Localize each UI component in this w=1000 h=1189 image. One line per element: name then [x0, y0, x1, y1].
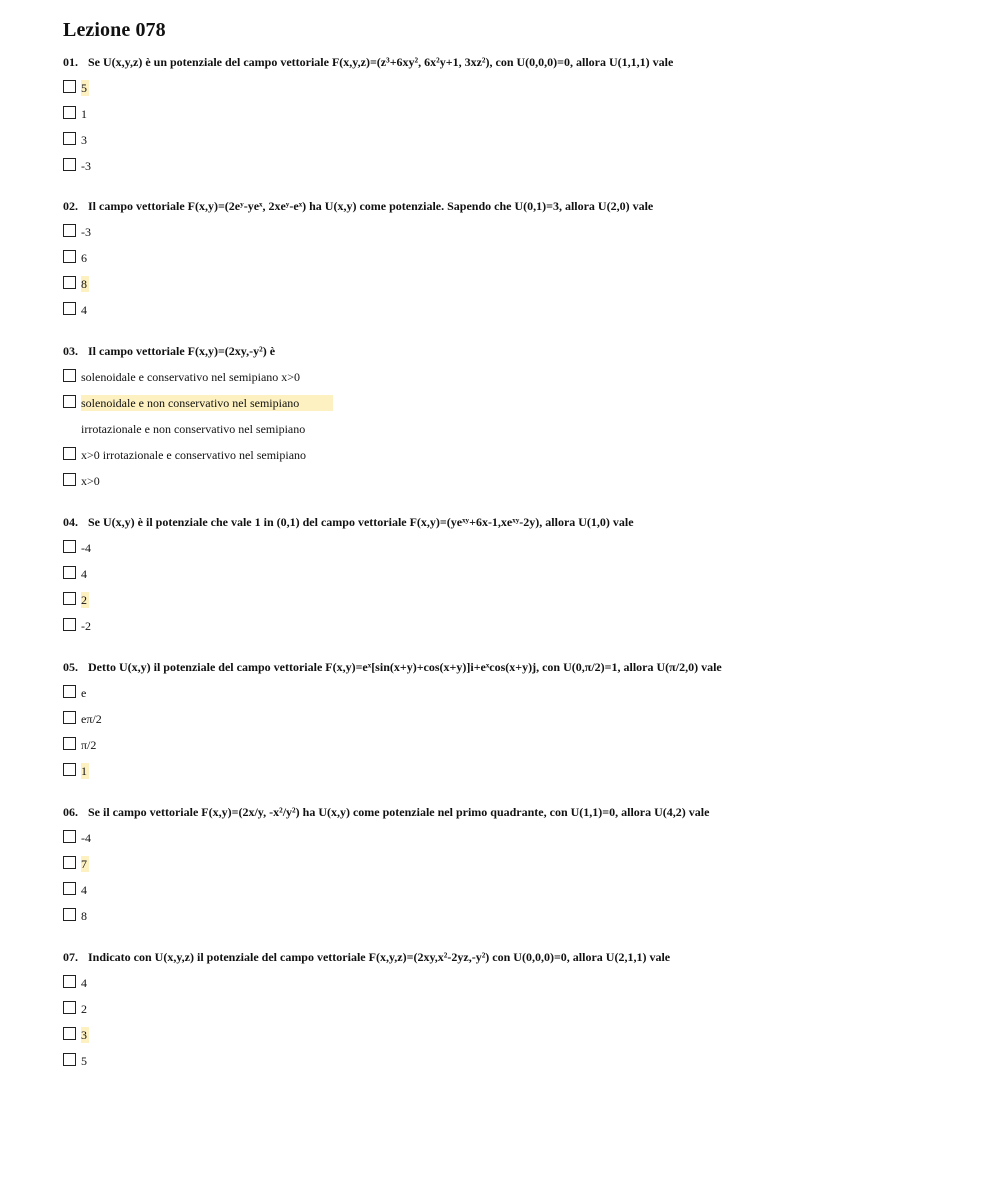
answer-label: x>0 irrotazionale e conservativo nel semipiano	[81, 448, 307, 462]
page-title: Lezione 078	[63, 19, 166, 41]
answer-label: 7	[81, 857, 87, 871]
question-01	[63, 54, 983, 174]
answer-option[interactable]	[63, 618, 983, 634]
answer-option[interactable]	[63, 830, 983, 846]
answer-option[interactable]	[63, 1053, 983, 1069]
answer-option[interactable]	[63, 276, 983, 292]
answer-option[interactable]	[63, 737, 983, 753]
question-text	[63, 343, 983, 359]
answer-option[interactable]	[63, 132, 983, 148]
checkbox[interactable]	[63, 158, 76, 171]
checkbox[interactable]	[63, 566, 76, 579]
checkbox[interactable]	[63, 132, 76, 145]
question-number: 07.	[63, 950, 78, 964]
checkbox[interactable]	[63, 1053, 76, 1066]
answer-label: -3	[81, 159, 91, 173]
checkbox[interactable]	[63, 1027, 76, 1040]
answer-label: 8	[81, 277, 87, 291]
checkbox[interactable]	[63, 302, 76, 315]
answer-label: x>0	[81, 474, 100, 488]
checkbox[interactable]	[63, 224, 76, 237]
answer-option[interactable]	[63, 1027, 983, 1043]
checkbox[interactable]	[63, 763, 76, 776]
answer-label: 4	[81, 976, 87, 990]
question-number: 02.	[63, 199, 78, 213]
answer-label: e	[81, 686, 87, 700]
answer-label: 5	[81, 81, 87, 95]
checkbox[interactable]	[63, 106, 76, 119]
checkbox[interactable]	[63, 395, 76, 408]
answer-option[interactable]	[63, 158, 983, 174]
checkbox[interactable]	[63, 473, 76, 486]
checkbox[interactable]	[63, 276, 76, 289]
answer-option[interactable]	[63, 540, 983, 556]
answer-label: 4	[81, 567, 87, 581]
question-text	[63, 949, 983, 965]
question-text	[63, 659, 983, 675]
checkbox[interactable]	[63, 975, 76, 988]
answer-option[interactable]	[63, 685, 983, 701]
question-prompt: Se U(x,y) è il potenziale che vale 1 in (0,1) del campo vettoriale F(x,y)=(yeˣʸ+6x-1,xeˣʸ-2y), allora U(1,0) vale	[88, 515, 634, 529]
question-number: 03.	[63, 344, 78, 358]
checkbox[interactable]	[63, 618, 76, 631]
question-text	[63, 198, 983, 214]
answer-option[interactable]	[63, 566, 983, 582]
answer-label: solenoidale e non conservativo nel semipiano	[81, 395, 333, 411]
answer-label: 6	[81, 251, 87, 265]
question-03	[63, 343, 983, 489]
answer-option[interactable]	[63, 395, 983, 411]
checkbox[interactable]	[63, 1001, 76, 1014]
answer-label: -4	[81, 541, 91, 555]
answer-label: 3	[81, 133, 87, 147]
checkbox[interactable]	[63, 711, 76, 724]
checkbox[interactable]	[63, 882, 76, 895]
answer-label: 4	[81, 883, 87, 897]
checkbox[interactable]	[63, 908, 76, 921]
answer-option[interactable]	[63, 908, 983, 924]
question-text	[63, 514, 983, 530]
answer-option[interactable]	[63, 447, 983, 463]
answer-label: π/2	[81, 738, 97, 752]
answer-option[interactable]	[63, 224, 983, 240]
checkbox[interactable]	[63, 250, 76, 263]
answer-option[interactable]	[63, 975, 983, 991]
checkbox[interactable]	[63, 830, 76, 843]
question-number: 04.	[63, 515, 78, 529]
question-prompt: Se U(x,y,z) è un potenziale del campo vettoriale F(x,y,z)=(z³+6xy², 6x²y+1, 3xz²), con U(0,0,0)=0, allora U(1,1,1) vale	[88, 55, 674, 69]
answer-label: 4	[81, 303, 87, 317]
answer-option[interactable]	[63, 763, 983, 779]
question-prompt: Indicato con U(x,y,z) il potenziale del campo vettoriale F(x,y,z)=(2xy,x²-2yz,-y²) con U(0,0,0)=0, allora U(2,1,1) vale	[88, 950, 671, 964]
question-prompt: Se il campo vettoriale F(x,y)=(2x/y, -x²/y²) ha U(x,y) come potenziale nel primo quadrante, con U(1,1)=0, allora U(4,2) vale	[88, 805, 710, 819]
question-05	[63, 659, 983, 779]
answer-label: 8	[81, 909, 87, 923]
answer-label: irrotazionale e non conservativo nel semipiano	[81, 422, 306, 436]
checkbox[interactable]	[63, 737, 76, 750]
question-prompt: Il campo vettoriale F(x,y)=(2eʸ-yeˣ, 2xeʸ-eˣ) ha U(x,y) come potenziale. Sapendo che U(0,1)=3, allora U(2,0) vale	[88, 199, 654, 213]
answer-option[interactable]	[63, 711, 983, 727]
checkbox[interactable]	[63, 447, 76, 460]
answer-option[interactable]	[63, 592, 983, 608]
checkbox[interactable]	[63, 856, 76, 869]
answer-label: eπ/2	[81, 712, 102, 726]
checkbox[interactable]	[63, 540, 76, 553]
question-02	[63, 198, 983, 318]
answer-label: 2	[81, 593, 87, 607]
question-04	[63, 514, 983, 634]
answer-label: solenoidale e conservativo nel semipiano x>0	[81, 370, 301, 384]
answer-label: 1	[81, 107, 87, 121]
answer-continuation	[63, 421, 983, 437]
question-06	[63, 804, 983, 924]
answer-option[interactable]	[63, 1001, 983, 1017]
question-07	[63, 949, 983, 1069]
question-text	[63, 54, 983, 70]
answer-option[interactable]	[63, 369, 983, 385]
checkbox[interactable]	[63, 592, 76, 605]
question-text	[63, 804, 983, 820]
answer-label: 1	[81, 764, 87, 778]
answer-option[interactable]	[63, 856, 983, 872]
question-prompt: Il campo vettoriale F(x,y)=(2xy,-y²) è	[88, 344, 276, 358]
answer-label: -4	[81, 831, 91, 845]
answer-label: 3	[81, 1028, 87, 1042]
answer-option[interactable]	[63, 106, 983, 122]
answer-option[interactable]	[63, 80, 983, 96]
checkbox[interactable]	[63, 685, 76, 698]
answer-label: 2	[81, 1002, 87, 1016]
question-number: 01.	[63, 55, 78, 69]
answer-label: -3	[81, 225, 91, 239]
answer-option[interactable]	[63, 302, 983, 318]
answer-label: 5	[81, 1054, 87, 1068]
answer-label: -2	[81, 619, 91, 633]
answer-option[interactable]	[63, 473, 983, 489]
question-number: 06.	[63, 805, 78, 819]
question-prompt: Detto U(x,y) il potenziale del campo vettoriale F(x,y)=eˣ[sin(x+y)+cos(x+y)]i+eˣcos(x+y)j, con U(0,π/2)=1, allora U(π/2,0) vale	[88, 660, 722, 674]
checkbox[interactable]	[63, 369, 76, 382]
answer-option[interactable]	[63, 250, 983, 266]
answer-option[interactable]	[63, 882, 983, 898]
checkbox[interactable]	[63, 80, 76, 93]
question-number: 05.	[63, 660, 78, 674]
